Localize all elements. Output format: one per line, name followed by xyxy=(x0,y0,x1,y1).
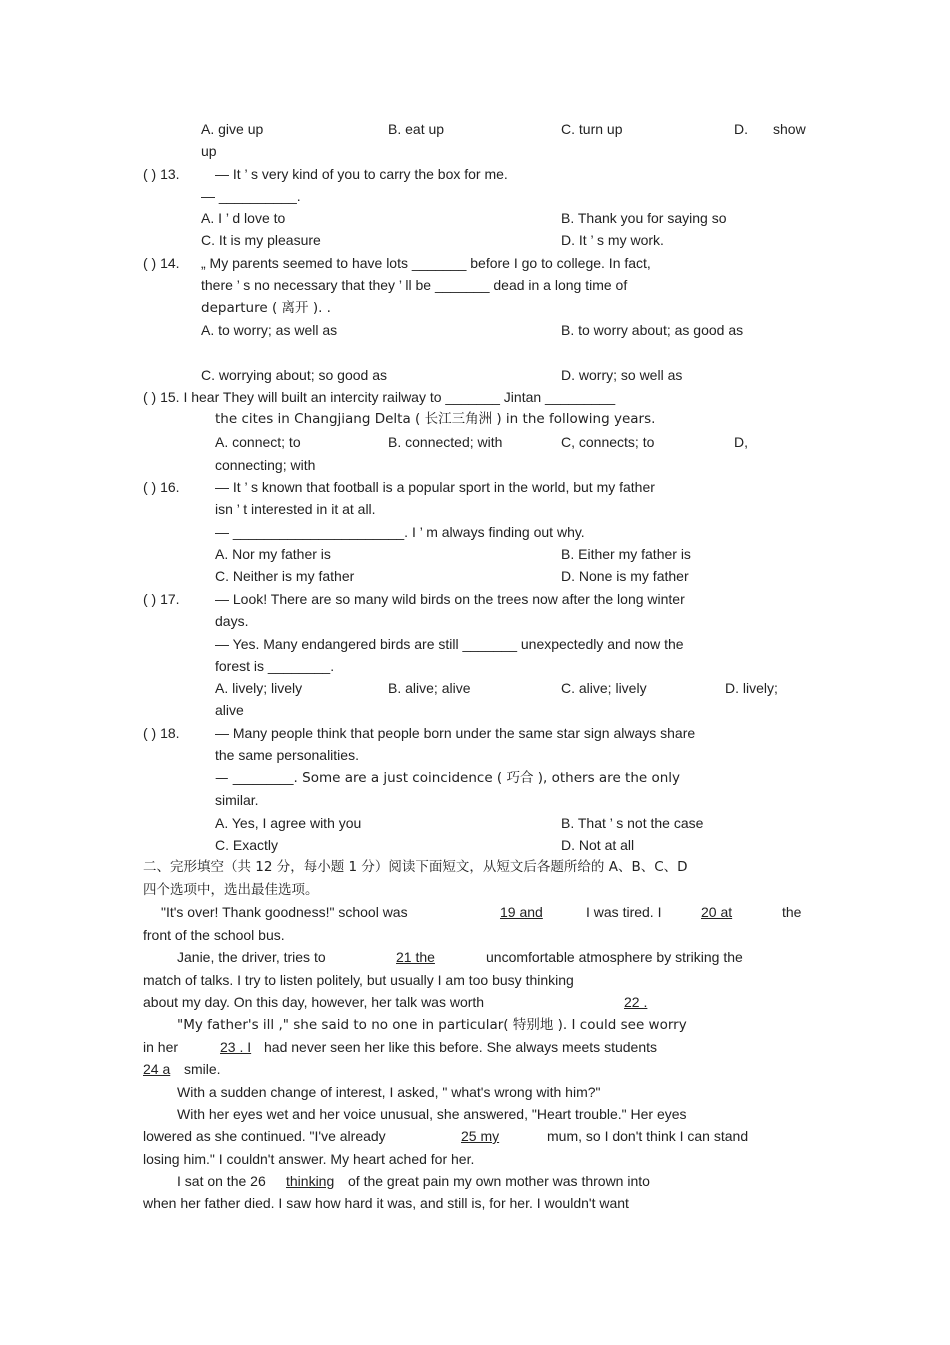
q15-line1: ( ) 15. I hear They will built an intercity railway to _______ Jintan _________ xyxy=(143,389,616,405)
passage-p5-line1: With her eyes wet and her voice unusual, she answered, "Heart trouble." Her eyes xyxy=(177,1106,687,1122)
q18-line3: — _________. Some are a just coincidence ( 巧合 ), others are the only xyxy=(215,770,681,786)
passage-p2-part2: uncomfortable atmosphere by striking the xyxy=(486,949,743,965)
q15-option-d-cont: connecting; with xyxy=(215,457,316,473)
q13-option-d: D. It ’ s my work. xyxy=(561,232,664,248)
passage-p5-part2: mum, so I don't think I can stand xyxy=(547,1128,749,1144)
q17-option-a: A. lively; lively xyxy=(215,680,303,696)
blank-25: 25 my xyxy=(461,1128,500,1144)
passage-p3-line1: "My father's ill ," she said to no one in particular( 特别地 ). I could see worry xyxy=(177,1017,687,1033)
q14-option-d: D. worry; so well as xyxy=(561,367,683,383)
q14-line2: there ’ s no necessary that they ’ ll be _______ dead in a long time of xyxy=(201,277,628,293)
q15-option-d: D, xyxy=(734,434,748,450)
q18-option-d: D. Not at all xyxy=(561,837,635,853)
q17-option-c: C. alive; lively xyxy=(561,680,647,696)
passage-p3-part3: smile. xyxy=(184,1061,221,1077)
blank-23: 23 . I xyxy=(220,1039,252,1055)
q16-option-c: C. Neither is my father xyxy=(215,568,355,584)
q17-option-b: B. alive; alive xyxy=(388,680,471,696)
q17-line1: — Look! There are so many wild birds on the trees now after the long winter xyxy=(215,591,685,607)
q17-number: ( ) 17. xyxy=(143,591,180,607)
passage-p6-part2: of the great pain my own mother was thrown into xyxy=(348,1173,650,1189)
passage-p2-line2: match of talks. I try to listen politely, but usually I am too busy thinking xyxy=(143,972,574,988)
q15-option-a: A. connect; to xyxy=(215,434,301,450)
section2-heading-cont: 四个选项中，选出最佳选项。 xyxy=(143,882,319,898)
blank-26: thinking xyxy=(286,1173,335,1189)
q13-number: ( ) 13. xyxy=(143,166,180,182)
q13-option-c: C. It is my pleasure xyxy=(201,232,321,248)
passage-p3-part2: had never seen her like this before. She always meets students xyxy=(264,1039,657,1055)
q12-option-c: C. turn up xyxy=(561,121,623,137)
blank-20: 20 at xyxy=(701,904,733,920)
passage-p1-part1: "It's over! Thank goodness!" school was xyxy=(161,904,408,920)
q16-option-d: D. None is my father xyxy=(561,568,689,584)
blank-24: 24 a xyxy=(143,1061,171,1077)
q14-option-c: C. worrying about; so good as xyxy=(201,367,387,383)
q12-option-d-cont: up xyxy=(201,143,217,159)
q12-option-b: B. eat up xyxy=(388,121,445,137)
q17-line3: — Yes. Many endangered birds are still _______ unexpectedly and now the xyxy=(215,636,684,652)
q18-line1: — Many people think that people born under the same star sign always share xyxy=(215,725,696,741)
section2-heading: 二、完形填空（共 12 分，每小题 1 分）阅读下面短文，从短文后各题所给的 A、B、C、D xyxy=(143,859,688,875)
q12-option-a: A. give up xyxy=(201,121,264,137)
q18-option-b: B. That ’ s not the case xyxy=(561,815,704,831)
passage-p1-part2: I was tired. I xyxy=(586,904,662,920)
q18-option-c: C. Exactly xyxy=(215,837,279,853)
q14-option-b: B. to worry about; as good as xyxy=(561,322,744,338)
passage-p5-line3: losing him." I couldn't answer. My heart ached for her. xyxy=(143,1151,475,1167)
passage-p6-line2: when her father died. I saw how hard it was, and still is, for her. I wouldn't want xyxy=(143,1195,629,1211)
q14-line3: departure ( 离开 ). . xyxy=(201,300,331,316)
q14-option-a: A. to worry; as well as xyxy=(201,322,338,338)
q18-number: ( ) 18. xyxy=(143,725,180,741)
q16-line3: — ______________________. I ’ m always finding out why. xyxy=(215,524,585,540)
q13-option-a: A. I ’ d love to xyxy=(201,210,286,226)
passage-p3-part1: in her xyxy=(143,1039,179,1055)
q17-line4: forest is ________. xyxy=(215,658,335,674)
q12-option-d: D. xyxy=(734,121,748,137)
q13-blank: — __________. xyxy=(201,188,301,204)
q18-line4: similar. xyxy=(215,792,259,808)
q18-line2: the same personalities. xyxy=(215,747,359,763)
q14-number: ( ) 14. xyxy=(143,255,180,271)
q16-option-b: B. Either my father is xyxy=(561,546,691,562)
q13-stem: — It ’ s very kind of you to carry the box for me. xyxy=(215,166,508,182)
q15-line2: the cites in Changjiang Delta ( 长江三角洲 ) in the following years. xyxy=(215,411,656,427)
blank-22: 22 . xyxy=(624,994,648,1010)
passage-p1-part3: the xyxy=(782,904,802,920)
passage-p6-part1: I sat on the 26 xyxy=(177,1173,266,1189)
blank-19: 19 and xyxy=(500,904,543,920)
q16-option-a: A. Nor my father is xyxy=(215,546,331,562)
q16-line1: — It ’ s known that football is a popular sport in the world, but my father xyxy=(215,479,655,495)
q12-option-d-text: show xyxy=(773,121,806,137)
blank-21: 21 the xyxy=(396,949,435,965)
q14-line1: „ My parents seemed to have lots _______ before I go to college. In fact, xyxy=(201,255,651,271)
q13-option-b: B. Thank you for saying so xyxy=(561,210,727,226)
passage-p2-line3: about my day. On this day, however, her talk was worth xyxy=(143,994,485,1010)
q15-option-b: B. connected; with xyxy=(388,434,503,450)
q16-number: ( ) 16. xyxy=(143,479,180,495)
passage-p2-part1: Janie, the driver, tries to xyxy=(177,949,326,965)
passage-p5-part1: lowered as she continued. "I've already xyxy=(143,1128,386,1144)
q18-option-a: A. Yes, I agree with you xyxy=(215,815,362,831)
q16-line2: isn ’ t interested in it at all. xyxy=(215,501,376,517)
q17-line2: days. xyxy=(215,613,249,629)
passage-p1-cont: front of the school bus. xyxy=(143,927,285,943)
passage-p4: With a sudden change of interest, I asked, " what's wrong with him?" xyxy=(177,1084,601,1100)
q17-option-d: D. lively; xyxy=(725,680,778,696)
q17-option-d-cont: alive xyxy=(215,702,244,718)
q15-option-c: C, connects; to xyxy=(561,434,655,450)
